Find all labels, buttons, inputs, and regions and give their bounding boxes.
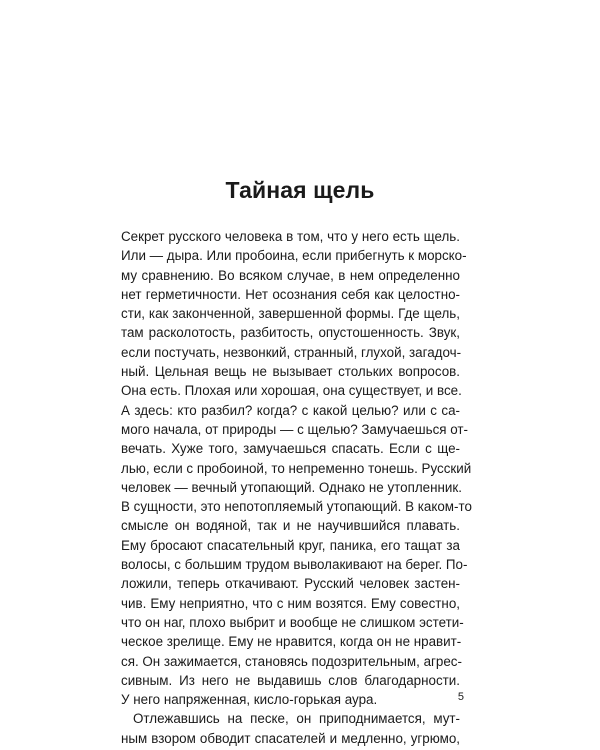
text-line: Секрет русского человека в том, что у него есть щель.: [121, 229, 460, 244]
paragraph-1: [121, 227, 472, 709]
text-line: человек — вечный утопающий. Однако не утопленник.: [121, 479, 462, 495]
text-line: В сущности, это непотопляемый утопающий. В каком-то: [121, 499, 472, 515]
text-line: му сравнению. Во всяком случае, в нем определенно: [121, 267, 460, 283]
text-line: ным взором обводит спасателей и медленно, угрюмо,: [121, 730, 460, 746]
text-line: чив. Ему неприятно, что с ним возятся. Ему совестно,: [121, 595, 460, 611]
text-line: если постучать, незвонкий, странный, глухой, загадоч-: [121, 344, 462, 360]
text-line: нет герметичности. Нет осознания себя как целостно-: [121, 286, 460, 302]
text-line: лью, если с пробоиной, то непременно тонешь. Русский: [121, 460, 472, 476]
page-number: 5: [457, 691, 464, 703]
text-line: там расколотость, разбитость, опустошенность. Звук,: [121, 325, 460, 341]
text-line: А здесь: кто разбил? когда? с какой целью? или с са-: [121, 402, 460, 418]
text-line: смысле он водяной, так и не научившийся плавать.: [121, 518, 460, 534]
text-line: ся. Он зажимается, становясь подозрительным, агрес-: [121, 653, 462, 669]
paragraph-2: [121, 709, 460, 748]
text-line: Или — дыра. Или пробоина, если прибегнуть к морско-: [121, 248, 467, 264]
text-line: сти, как законченной, завершенной формы. Где щель,: [121, 306, 460, 322]
text-line: ложили, теперь откачивают. Русский человек застен-: [121, 576, 460, 592]
text-line: сивным. Из него не выдавишь слов благодарности.: [121, 672, 460, 688]
chapter-title: Тайная щель: [225, 177, 375, 203]
text-line: мого начала, от природы — с щелью? Замучаешься от-: [121, 421, 469, 437]
text-line: что он наг, плохо выбрит и вообще не слишком эстети-: [121, 614, 464, 630]
text-line: волосы, с большим трудом выволакивают на берег. По-: [121, 557, 468, 573]
body-text: [121, 227, 472, 748]
text-line: У него напряженная, кисло-горькая аура.: [121, 692, 378, 708]
text-line: вечать. Хуже того, замучаешься спасать. Если с ще-: [121, 441, 460, 457]
text-line: Ему бросают спасательный круг, паника, его тащат за: [121, 537, 460, 553]
text-line: ческое зрелище. Ему не нравится, когда он не нравит-: [121, 634, 462, 650]
text-line: Отлежавшись на песке, он приподнимается, мут-: [133, 711, 460, 727]
text-line: Она есть. Плохая или хорошая, она существует, и все.: [121, 383, 462, 399]
text-line: ный. Цельная вещь не вызывает стольких вопросов.: [121, 364, 460, 380]
